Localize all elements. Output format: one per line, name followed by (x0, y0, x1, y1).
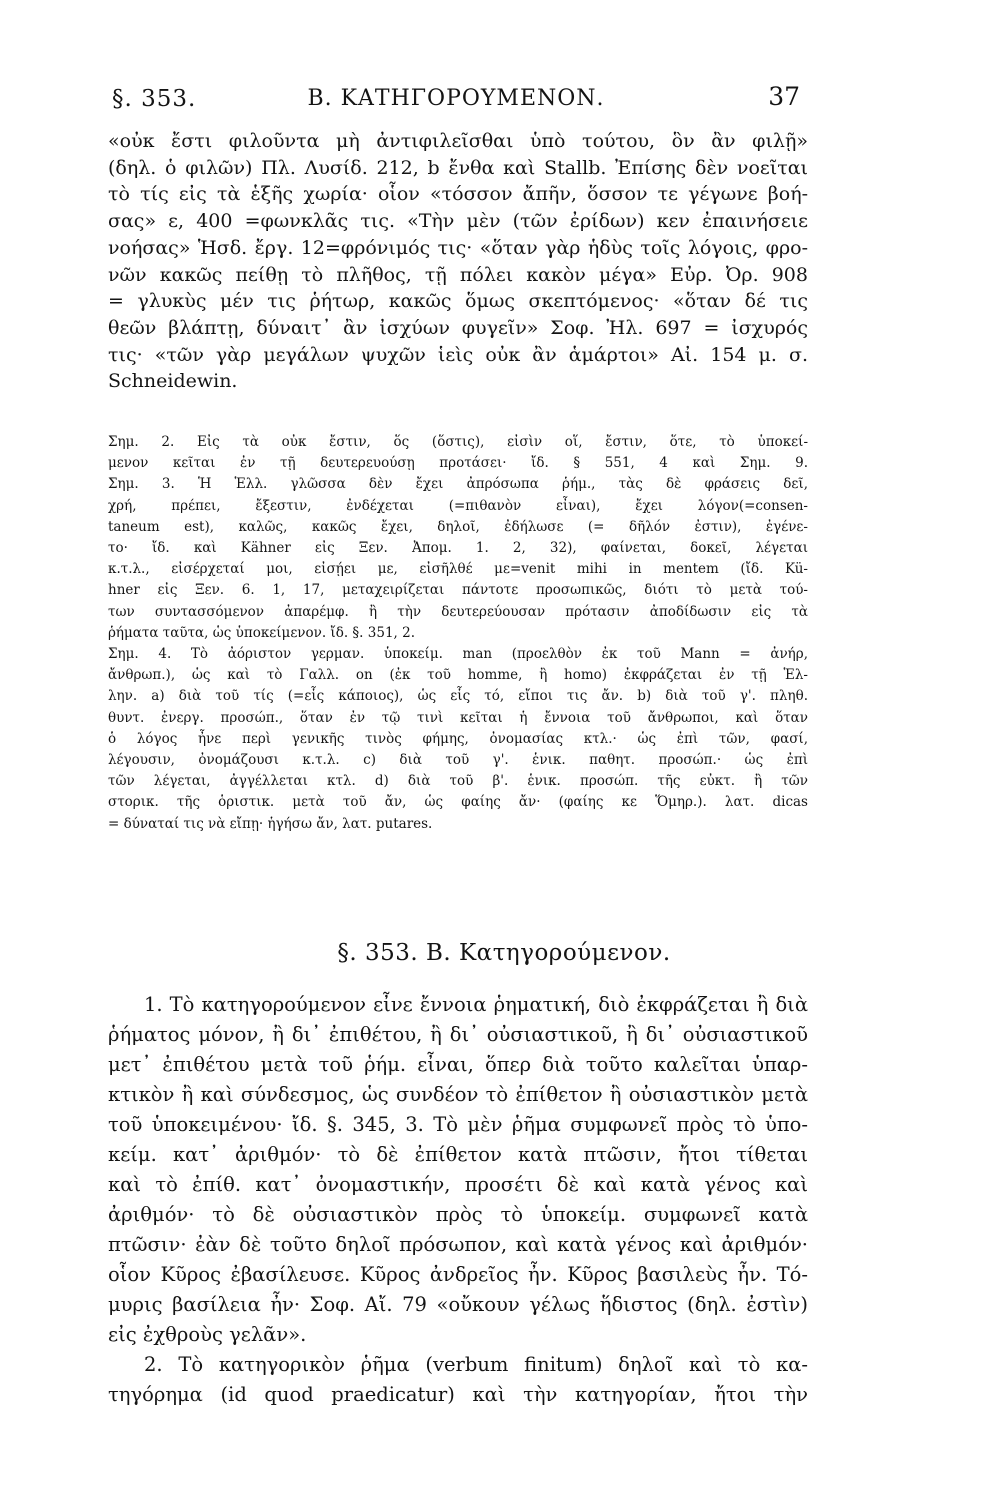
body-line: 2. Τὸ κατηγορικὸν ῥῆμα (verbum finitum) δηλοῖ καὶ τὸ κα- (144, 1353, 808, 1376)
note-line: χρή, πρέπει, ἔξεστιν, ἐνδέχεται (=πιθανὸν εἶναι), ἔχει λόγον(=consen- (108, 497, 808, 514)
text-line: «οὐκ ἔστι φιλοῦντα μὴ ἀντιφιλεῖσθαι ὑπὸ τούτου, ὃν ἂν φιλῇ» (108, 130, 808, 152)
note-line: κ.τ.λ., εἰσέρχεταί μοι, εἰσῄει με, εἰσῆλθέ με=venit mihi in mentem (ἴδ. Kü- (108, 561, 808, 578)
section-heading: §. 353. Β. Κατηγορούμενον. (337, 940, 671, 966)
page-number: 37 (768, 82, 800, 111)
note-line: τῶν λέγεται, ἀγγέλλεται κτλ. d) διὰ τοῦ β'. ἑνικ. προσώπ. τῆς εὐκτ. ἢ τῶν (108, 773, 808, 790)
note-line: ῥήματα ταῦτα, ὡς ὑποκείμενον. ἴδ. §. 351, 2. (108, 624, 415, 641)
text-line: τὸ τίς εἰς τὰ ἑξῆς χωρία· οἷον «τόσσον ἄπῆν, ὅσσον τε γέγωνε βοή- (108, 183, 808, 206)
note-line: μενον κεῖται ἐν τῇ δευτερευούσῃ προτάσει· ἴδ. § 551, 4 καὶ Σημ. 9. (108, 455, 808, 472)
note-line: ἄνθρωπ.), ὡς καὶ τὸ Γαλλ. on (ἐκ τοῦ homme, ἢ homo) ἐκφράζεται ἐν τῇ Ἑλ- (108, 667, 808, 684)
note-line: λην. a) διὰ τοῦ τίς (=εἷς κάποιος), ὡς εἷς τό, εἴποι τις ἄν. b) διὰ τοῦ γ'. πληθ. (108, 688, 808, 705)
body-line: πτῶσιν· ἐὰν δὲ τοῦτο δηλοῖ πρόσωπον, καὶ κατὰ γένος καὶ ἀριθμόν· (108, 1233, 808, 1256)
text-line: θεῶν βλάπτῃ, δύναιτ᾽ ἂν ἰσχύων φυγεῖν» Σοφ. Ἠλ. 697 = ἰσχυρός (108, 316, 808, 339)
text-line: Schneidewin. (108, 370, 238, 393)
body-line: τηγόρημα (id quod praedicatur) καὶ τὴν κατηγορίαν, ἤτοι τὴν (108, 1383, 808, 1406)
running-header (112, 82, 800, 120)
body-line: ῥήματος μόνον, ἢ δι᾽ ἐπιθέτου, ἢ δι᾽ οὐσιαστικοῦ, ἢ δι᾽ οὐσιαστικοῦ (108, 1023, 808, 1046)
text-line: = γλυκὺς μέν τις ῥήτωρ, κακῶς ὅμως σκεπτόμενος· «ὅταν δέ τις (108, 290, 808, 313)
chapter-title: Β. ΚΑΤΗΓΟΡΟΥΜΕΝΟΝ. (307, 86, 605, 111)
intro-paragraph (108, 128, 808, 395)
note-line: = δύναταί τις νὰ εἴπῃ· ἡγήσω ἄν, λατ. putares. (108, 815, 433, 832)
note-line: Σημ. 2. Εἰς τὰ οὐκ ἔστιν, ὅς (ὅστις), εἰσὶν οἵ, ἔστιν, ὅτε, τὸ ὑποκεί- (108, 434, 808, 450)
body-line: μετ᾽ ἐπιθέτου μετὰ τοῦ ῥήμ. εἶναι, ὅπερ διὰ τοῦτο καλεῖται ὑπαρ- (108, 1053, 808, 1076)
section-number: §. 353. (112, 86, 197, 112)
note-line: των συντασσόμενον ἀπαρέμφ. ἢ τὴν δευτερεύουσαν πρότασιν ἀποδίδωσιν εἰς τὰ (108, 603, 808, 620)
body-line: 1. Τὸ κατηγορούμενον εἶνε ἔννοια ῥηματική, διὸ ἐκφράζεται ἢ διὰ (144, 993, 808, 1016)
text-line: νοήσας» Ἡσδ. ἔργ. 12=φρόνιμός τις· «ὅταν γὰρ ἡδὺς τοῖς λόγοις, φρο- (108, 236, 808, 259)
text-line: (δηλ. ὁ φιλῶν) Πλ. Λυσίδ. 212, b ἔνθα καὶ Stallb. Ἐπίσης δὲν νοεῖται (108, 156, 808, 179)
body-text (108, 990, 808, 1410)
note-line: στορικ. τῆς ὁριστικ. μετὰ τοῦ ἄν, ὡς φαίης ἄν· (φαίης κε Ὅμηρ.). λατ. dicas (108, 794, 808, 811)
body-line: εἰς ἐχθροὺς γελᾶν». (108, 1323, 307, 1346)
body-line: ἀριθμόν· τὸ δὲ οὐσιαστικὸν πρὸς τὸ ὑποκείμ. συμφωνεῖ κατὰ (108, 1203, 808, 1226)
body-line: καὶ τὸ ἐπίθ. κατ᾽ ὀνομαστικήν, προσέτι δὲ καὶ κατὰ γένος καὶ (108, 1173, 808, 1196)
body-line: οἷον Κῦρος ἐβασίλευσε. Κῦρος ἀνδρεῖος ἦν. Κῦρος βασιλεὺς ἦν. Τό- (108, 1263, 808, 1286)
text-line: τις· «τῶν γὰρ μεγάλων ψυχῶν ἱεὶς οὐκ ἂν ἁμάρτοι» Αἰ. 154 μ. σ. (108, 343, 808, 366)
body-line: τοῦ ὑποκειμένου· ἴδ. §. 345, 3. Τὸ μὲν ῥῆμα συμφωνεῖ πρὸς τὸ ὑπο- (108, 1113, 808, 1136)
text-line: νῶν κακῶς πείθῃ τὸ πλῆθος, τῇ πόλει κακὸν μέγα» Εὐρ. Ὀρ. 908 (108, 263, 808, 286)
note-line: hner εἰς Ξεν. 6. 1, 17, μεταχειρίζεται πάντοτε προσωπικῶς, διότι τὸ μετὰ τού- (108, 582, 808, 599)
body-line: κτικὸν ἢ καὶ σύνδεσμος, ὡς συνδέον τὸ ἐπίθετον ἢ οὐσιαστικὸν μετὰ (108, 1083, 808, 1106)
note-line: το· ἴδ. καὶ Kähner εἰς Ξεν. Ἀπομ. 1. 2, 32), φαίνεται, δοκεῖ, λέγεται (108, 540, 808, 557)
note-line: taneum est), καλῶς, κακῶς ἔχει, δηλοῖ, ἐδήλωσε (= δῆλόν ἐστιν), ἐγένε- (108, 518, 808, 535)
note-line: Σημ. 3. Ἡ Ἑλλ. γλῶσσα δὲν ἔχει ἀπρόσωπα ῥήμ., τὰς δὲ φράσεις δεῖ, (108, 476, 808, 493)
notes-block (108, 432, 808, 835)
text-line: σας» ε, 400 =φωνκλᾶς τις. «Τὴν μὲν (τῶν ἐρίδων) κεν ἐπαινήσειε (108, 210, 808, 233)
note-line: λέγουσιν, ὀνομάζουσι κ.τ.λ. c) διὰ τοῦ γ'. ἑνικ. παθητ. προσώπ.· ὡς ἐπὶ (108, 752, 808, 769)
note-line: Σημ. 4. Τὸ ἀόριστον γερμαν. ὑποκείμ. man (προελθὸν ἐκ τοῦ Mann = ἀνήρ, (108, 646, 808, 663)
body-line: μυρις βασίλεια ἦν· Σοφ. Αἴ. 79 «οὔκουν γέλως ἥδιστος (δηλ. ἐστὶν) (108, 1293, 808, 1316)
note-line: ὁ λόγος ἦνε περὶ γενικῆς τινὸς φήμης, ὀνομασίας κτλ.· ὡς ἐπὶ τῶν, φασί, (108, 730, 808, 747)
body-line: κείμ. κατ᾽ ἀριθμόν· τὸ δὲ ἐπίθετον κατὰ πτῶσιν, ἤτοι τίθεται (108, 1143, 808, 1166)
note-line: θυντ. ἐνεργ. προσώπ., ὅταν ἐν τῷ τινὶ κεῖται ἡ ἔννοια τοῦ ἄνθρωποι, καὶ ὅταν (108, 709, 808, 726)
